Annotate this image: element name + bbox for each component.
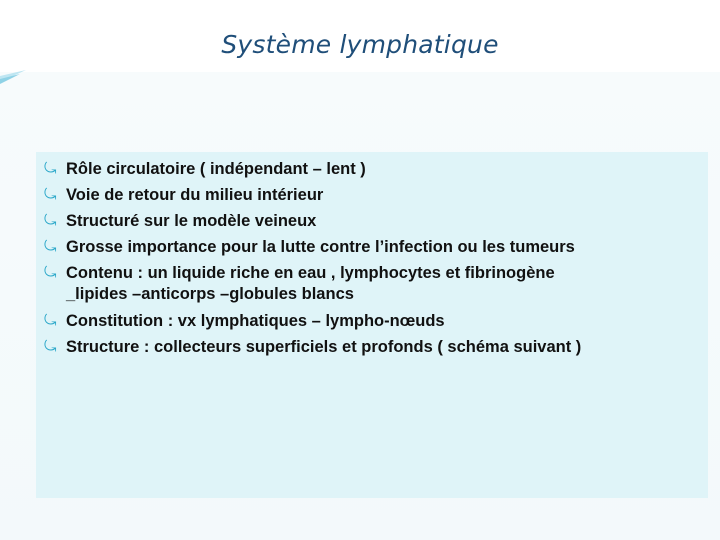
bullet-text: Constitution : vx lymphatiques – lympho-nœuds: [66, 312, 445, 330]
bullet-text: Grosse importance pour la lutte contre l’infection ou les tumeurs: [66, 238, 575, 256]
bullet-item: [44, 234, 704, 260]
curved-arrow-icon: ⤿: [44, 186, 57, 203]
curved-arrow-icon: ⤿: [44, 238, 57, 255]
bullet-item: [44, 182, 704, 208]
curved-arrow-icon: ⤿: [44, 264, 57, 281]
bullet-text: Voie de retour du milieu intérieur: [66, 186, 324, 204]
bullet-list: [44, 156, 704, 360]
slide-title: Système lymphatique: [221, 30, 499, 59]
bullet-text: Structure : collecteurs superficiels et profonds ( schéma suivant ): [66, 338, 582, 356]
curved-arrow-icon: ⤿: [44, 312, 57, 329]
curved-arrow-icon: ⤿: [44, 160, 57, 177]
bullet-item: [44, 208, 704, 234]
content-box: [36, 152, 708, 498]
curved-arrow-icon: ⤿: [44, 212, 57, 229]
decorative-corner-accent: [0, 66, 28, 86]
curved-arrow-icon: ⤿: [44, 338, 57, 355]
bullet-text: Structuré sur le modèle veineux: [66, 212, 317, 230]
bullet-text: Rôle circulatoire ( indépendant – lent ): [66, 160, 366, 178]
bullet-item: [44, 308, 704, 334]
bullet-continuation: _lipides –anticorps –globules blancs: [66, 285, 354, 303]
bullet-item: [44, 156, 704, 182]
bullet-item: [44, 334, 704, 360]
bullet-item: [44, 260, 704, 304]
bullet-text: Contenu : un liquide riche en eau , lymphocytes et fibrinogène: [66, 264, 555, 282]
